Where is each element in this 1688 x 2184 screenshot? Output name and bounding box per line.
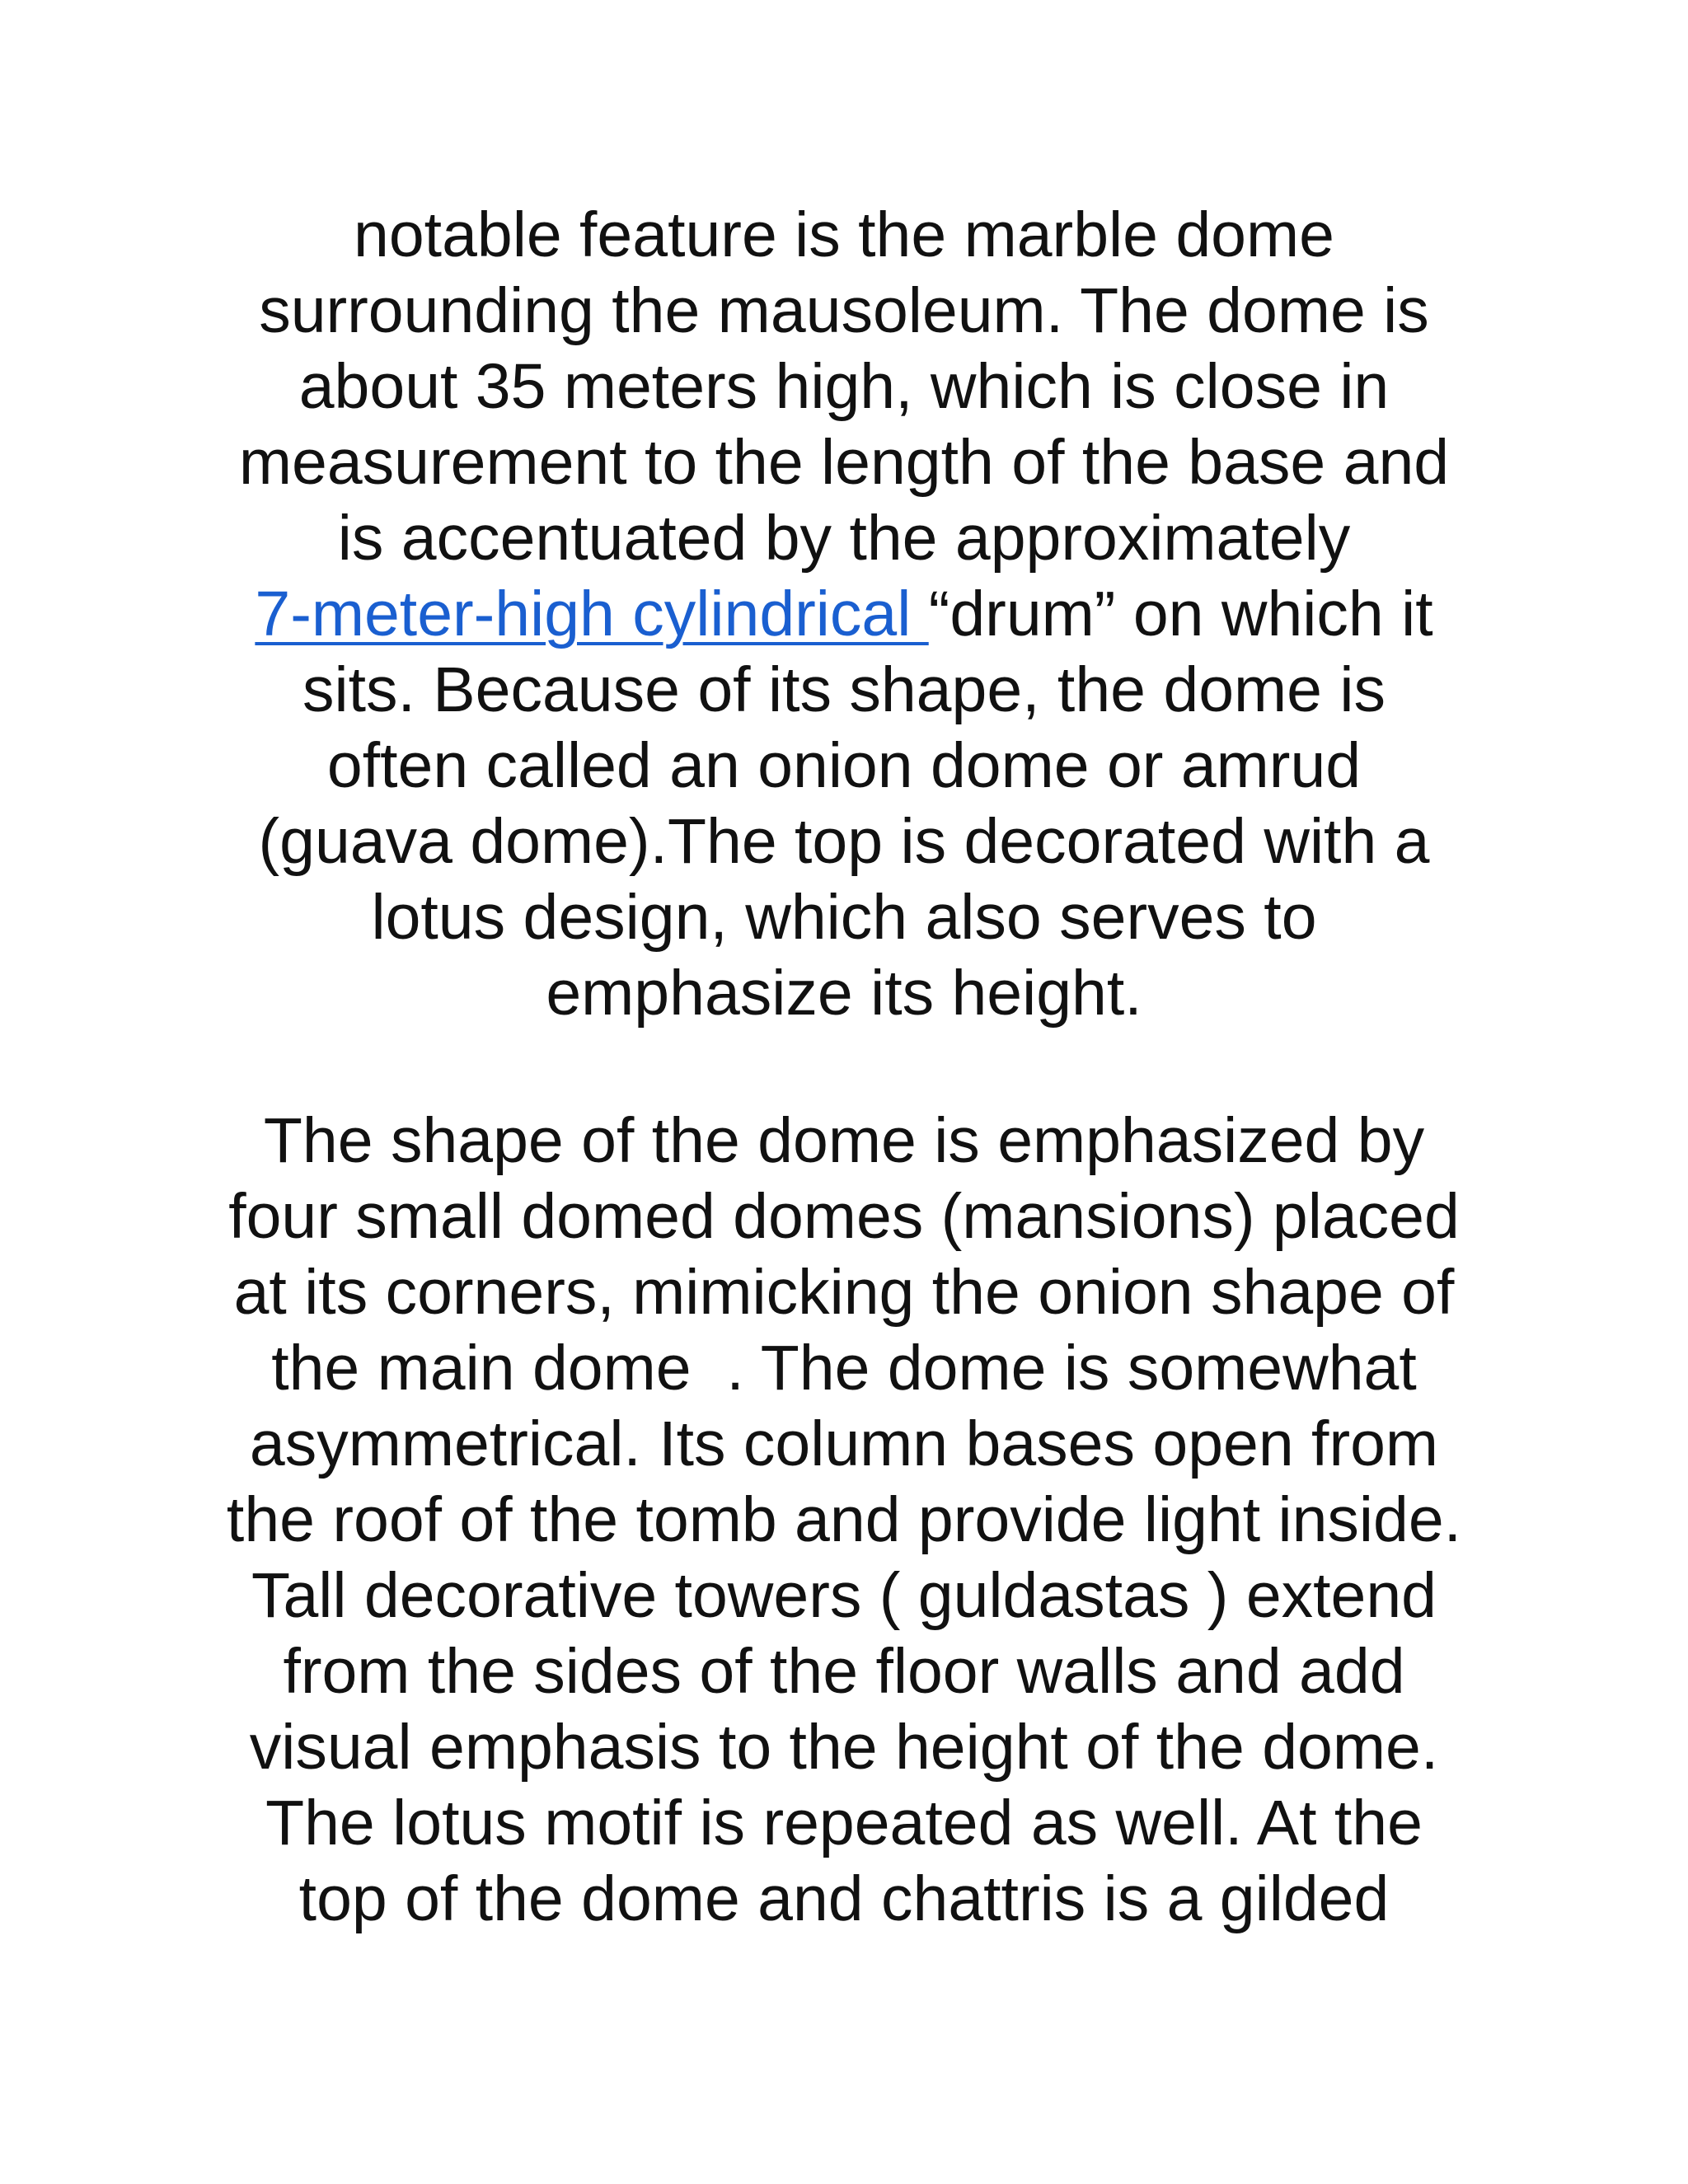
text-line: at its corners, mimicking the onion shape of [233,1257,1455,1328]
text-line: from the sides of the floor walls and add [283,1636,1405,1707]
text-line: visual emphasis to the height of the dome. [249,1712,1439,1783]
text-line: The shape of the dome is emphasized by [263,1105,1425,1176]
text-line-rest: “drum” on which it [928,579,1433,649]
cylindrical-drum-link[interactable]: 7-meter-high cylindrical [255,579,929,649]
text-line: is accentuated by the approximately [337,503,1351,574]
text-line: the roof of the tomb and provide light inside. [226,1484,1462,1555]
paragraph-2 [181,1103,1507,1937]
text-line: lotus design, which also serves to [371,882,1317,953]
text-line: Tall decorative towers ( guldastas ) extend [251,1560,1437,1631]
text-line: asymmetrical. Its column bases open from [249,1408,1439,1479]
paragraph-1 [181,197,1507,1031]
text-line: emphasize its height. [546,958,1142,1029]
text-line: The lotus motif is repeated as well. At the [265,1788,1423,1858]
text-line: often called an onion dome or amrud [326,730,1362,801]
text-line: about 35 meters high, which is close in [298,351,1390,422]
text-line: surrounding the mausoleum. The dome is [259,275,1429,346]
text-line: four small domed domes (mansions) placed [228,1181,1460,1252]
text-line: measurement to the length of the base and [238,427,1450,498]
text-line: (guava dome).The top is decorated with a [258,806,1430,877]
text-line: notable feature is the marble dome [354,199,1334,270]
text-line: sits. Because of its shape, the dome is [302,654,1386,725]
text-line: the main dome . The dome is somewhat [271,1333,1417,1404]
text-line-with-link [181,576,1507,652]
text-line: top of the dome and chattris is a gilded [298,1863,1390,1934]
